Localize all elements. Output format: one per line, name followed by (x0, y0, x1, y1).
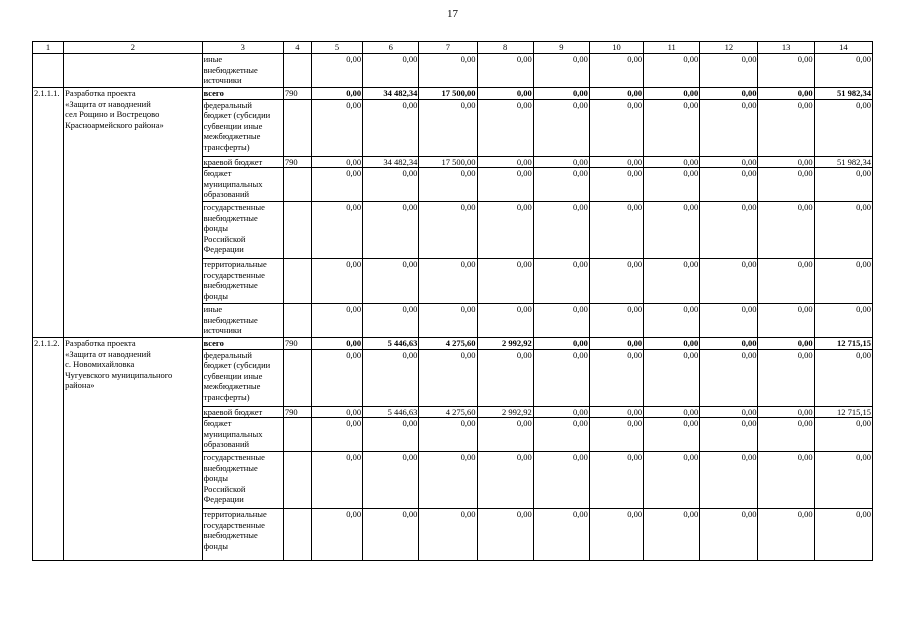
amount-cell: 0,00 (814, 259, 872, 304)
funding-source-line: образований (203, 439, 250, 449)
column-header: 1 (33, 42, 64, 54)
amount-cell: 0,00 (589, 54, 643, 88)
amount-cell: 0,00 (589, 259, 643, 304)
column-header: 3 (202, 42, 283, 54)
amount-cell: 0,00 (477, 202, 533, 259)
amount-cell: 0,00 (363, 99, 419, 156)
amount-cell: 0,00 (477, 452, 533, 509)
funding-source-line: государственные (203, 269, 265, 280)
amount-cell: 0,00 (533, 259, 589, 304)
amount-cell: 0,00 (644, 338, 700, 350)
amount-cell: 0,00 (477, 168, 533, 202)
amount-cell: 0,00 (644, 168, 700, 202)
amount-cell: 0,00 (311, 418, 362, 452)
amount-cell: 0,00 (758, 452, 814, 509)
amount-cell: 0,00 (644, 202, 700, 259)
funding-source (202, 259, 283, 304)
amount-cell: 0,00 (814, 418, 872, 452)
amount-cell: 0,00 (477, 54, 533, 88)
funding-source-line: муниципальных (203, 428, 263, 439)
amount-cell: 0,00 (533, 54, 589, 88)
column-header: 10 (589, 42, 643, 54)
budget-code (283, 349, 311, 406)
amount-cell: 12 715,15 (814, 406, 872, 418)
amount-cell: 0,00 (311, 156, 362, 168)
amount-cell: 0,00 (589, 452, 643, 509)
funding-source-line: трансферты) (203, 141, 250, 152)
amount-cell: 0,00 (700, 509, 758, 561)
amount-cell: 0,00 (814, 509, 872, 561)
column-header: 2 (64, 42, 202, 54)
amount-cell: 0,00 (533, 88, 589, 100)
event-title (64, 338, 202, 561)
amount-cell: 0,00 (758, 99, 814, 156)
funding-source-line: иные (203, 54, 223, 64)
amount-cell: 0,00 (363, 452, 419, 509)
funding-source-line: Федерации (203, 494, 244, 504)
amount-cell: 0,00 (589, 406, 643, 418)
column-header: 12 (700, 42, 758, 54)
amount-cell: 0,00 (589, 304, 643, 338)
amount-cell: 0,00 (419, 54, 477, 88)
amount-cell: 0,00 (700, 99, 758, 156)
amount-cell: 0,00 (533, 452, 589, 509)
amount-cell: 0,00 (533, 349, 589, 406)
funding-source-line: внебюджетные (203, 64, 258, 75)
budget-code: 790 (283, 338, 311, 350)
event-title-line: Разработка проекта (65, 88, 136, 98)
funding-source-line: внебюджетные (203, 530, 258, 540)
amount-cell: 0,00 (814, 202, 872, 259)
page-number: 17 (447, 8, 458, 20)
amount-cell: 0,00 (758, 509, 814, 561)
funding-source-line: Российской (203, 233, 246, 244)
amount-cell: 0,00 (700, 88, 758, 100)
funding-source-line: территориальные (203, 259, 267, 269)
amount-cell: 4 275,60 (419, 338, 477, 350)
funding-source-line: трансферты) (203, 391, 250, 402)
funding-source-line: бюджет (203, 418, 232, 428)
amount-cell: 0,00 (814, 168, 872, 202)
event-title-line: Чугуевского муниципального (65, 369, 173, 380)
funding-source-line: федеральный (203, 349, 252, 360)
budget-code (283, 99, 311, 156)
budget-code (283, 418, 311, 452)
amount-cell: 0,00 (533, 406, 589, 418)
amount-cell: 0,00 (814, 452, 872, 509)
amount-cell: 5 446,63 (363, 406, 419, 418)
amount-cell: 0,00 (363, 349, 419, 406)
amount-cell: 0,00 (700, 259, 758, 304)
table-row (33, 338, 873, 350)
amount-cell: 0,00 (311, 202, 362, 259)
amount-cell: 0,00 (477, 88, 533, 100)
funding-source-line: государственные (203, 519, 265, 530)
funding-source-line: бюджет (203, 168, 232, 178)
amount-cell: 0,00 (311, 54, 362, 88)
amount-cell: 0,00 (477, 509, 533, 561)
budget-code: 790 (283, 406, 311, 418)
amount-cell: 0,00 (758, 156, 814, 168)
funding-source-line: бюджет (субсидии (203, 110, 271, 120)
amount-cell: 0,00 (758, 259, 814, 304)
amount-cell: 0,00 (758, 202, 814, 259)
budget-code (283, 202, 311, 259)
amount-cell: 0,00 (419, 99, 477, 156)
funding-source-line: межбюджетные (203, 381, 261, 391)
amount-cell: 0,00 (533, 99, 589, 156)
amount-cell: 0,00 (644, 88, 700, 100)
funding-source-line: межбюджетные (203, 131, 261, 141)
amount-cell: 0,00 (700, 168, 758, 202)
funding-source (202, 452, 283, 509)
amount-cell: 0,00 (311, 349, 362, 406)
amount-cell: 0,00 (311, 88, 362, 100)
amount-cell: 2 992,92 (477, 406, 533, 418)
amount-cell: 5 446,63 (363, 338, 419, 350)
event-title-line: Красноармейского района» (65, 119, 164, 130)
budget-code (283, 259, 311, 304)
amount-cell: 0,00 (363, 509, 419, 561)
column-header: 5 (311, 42, 362, 54)
column-header: 6 (363, 42, 419, 54)
budget-table (32, 41, 873, 561)
amount-cell: 2 992,92 (477, 338, 533, 350)
amount-cell: 0,00 (311, 259, 362, 304)
funding-source-line: внебюджетные (203, 462, 258, 473)
amount-cell: 0,00 (311, 509, 362, 561)
funding-source-line: источники (203, 75, 242, 85)
funding-source (202, 88, 283, 100)
funding-source-line: внебюджетные (203, 212, 258, 223)
amount-cell: 0,00 (644, 349, 700, 406)
amount-cell: 0,00 (758, 304, 814, 338)
amount-cell: 0,00 (814, 349, 872, 406)
column-header: 4 (283, 42, 311, 54)
column-header: 8 (477, 42, 533, 54)
amount-cell: 0,00 (419, 349, 477, 406)
event-title-line: района» (65, 380, 95, 390)
funding-source (202, 168, 283, 202)
amount-cell: 51 982,34 (814, 88, 872, 100)
row-number: 2.1.1.2. (33, 338, 64, 561)
amount-cell: 0,00 (644, 418, 700, 452)
amount-cell: 0,00 (477, 304, 533, 338)
funding-source-line: внебюджетные (203, 280, 258, 290)
amount-cell: 0,00 (311, 99, 362, 156)
amount-cell: 0,00 (644, 54, 700, 88)
funding-source (202, 54, 283, 88)
amount-cell: 0,00 (758, 406, 814, 418)
amount-cell: 0,00 (533, 304, 589, 338)
amount-cell: 0,00 (533, 338, 589, 350)
amount-cell: 0,00 (419, 452, 477, 509)
amount-cell: 0,00 (533, 509, 589, 561)
amount-cell: 0,00 (363, 168, 419, 202)
amount-cell: 0,00 (758, 168, 814, 202)
amount-cell: 0,00 (419, 509, 477, 561)
funding-source (202, 99, 283, 156)
amount-cell: 0,00 (644, 452, 700, 509)
amount-cell: 0,00 (814, 54, 872, 88)
amount-cell: 0,00 (589, 168, 643, 202)
amount-cell: 0,00 (644, 99, 700, 156)
amount-cell: 0,00 (700, 452, 758, 509)
funding-source (202, 349, 283, 406)
budget-code (283, 304, 311, 338)
amount-cell: 0,00 (311, 304, 362, 338)
amount-cell: 0,00 (814, 99, 872, 156)
amount-cell: 0,00 (311, 338, 362, 350)
event-title-line: «Защита от наводнений (65, 348, 151, 359)
amount-cell: 0,00 (363, 304, 419, 338)
event-title-line: сел Рощино и Вострецово (65, 109, 160, 119)
funding-source-line: внебюджетные (203, 314, 258, 325)
amount-cell: 51 982,34 (814, 156, 872, 168)
amount-cell: 0,00 (363, 418, 419, 452)
budget-code: 790 (283, 156, 311, 168)
column-header: 13 (758, 42, 814, 54)
funding-source-line: государственные (203, 452, 265, 462)
amount-cell: 0,00 (311, 406, 362, 418)
amount-cell: 0,00 (311, 168, 362, 202)
funding-source-line: государственные (203, 202, 265, 212)
amount-cell: 0,00 (644, 304, 700, 338)
amount-cell: 0,00 (758, 349, 814, 406)
amount-cell: 0,00 (589, 418, 643, 452)
funding-source-line: фонды (203, 290, 228, 301)
amount-cell: 0,00 (758, 338, 814, 350)
amount-cell: 0,00 (589, 202, 643, 259)
funding-source-line: бюджет (субсидии (203, 360, 271, 370)
amount-cell: 0,00 (533, 202, 589, 259)
budget-code (283, 509, 311, 561)
funding-source-line: всего (203, 338, 224, 348)
budget-code (283, 452, 311, 509)
column-header: 14 (814, 42, 872, 54)
funding-source (202, 418, 283, 452)
event-title-line: «Защита от наводнений (65, 98, 151, 109)
funding-source-line: муниципальных (203, 178, 263, 189)
amount-cell: 0,00 (589, 338, 643, 350)
budget-code (283, 168, 311, 202)
amount-cell: 0,00 (700, 202, 758, 259)
amount-cell: 0,00 (644, 156, 700, 168)
funding-source-line: фонды (203, 473, 228, 483)
funding-source-line: фонды (203, 223, 228, 233)
row-number (33, 54, 64, 88)
funding-source-line: образований (203, 189, 250, 199)
amount-cell: 0,00 (589, 88, 643, 100)
amount-cell: 17 500,00 (419, 156, 477, 168)
funding-source (202, 304, 283, 338)
amount-cell: 0,00 (700, 304, 758, 338)
amount-cell: 0,00 (419, 418, 477, 452)
amount-cell: 0,00 (363, 202, 419, 259)
amount-cell: 0,00 (700, 406, 758, 418)
amount-cell: 0,00 (589, 509, 643, 561)
funding-source-line: субвенции иные (203, 370, 263, 381)
funding-source-line: Федерации (203, 244, 244, 254)
amount-cell: 0,00 (758, 54, 814, 88)
funding-source (202, 202, 283, 259)
table-row (33, 88, 873, 100)
funding-source-line: источники (203, 325, 242, 335)
amount-cell: 0,00 (533, 418, 589, 452)
amount-cell: 0,00 (644, 259, 700, 304)
amount-cell: 0,00 (477, 156, 533, 168)
amount-cell: 0,00 (363, 54, 419, 88)
amount-cell: 0,00 (477, 418, 533, 452)
amount-cell: 0,00 (533, 168, 589, 202)
funding-source (202, 156, 283, 168)
amount-cell: 4 275,60 (419, 406, 477, 418)
funding-source (202, 406, 283, 418)
event-title (64, 54, 202, 88)
amount-cell: 0,00 (533, 156, 589, 168)
amount-cell: 12 715,15 (814, 338, 872, 350)
row-number: 2.1.1.1. (33, 88, 64, 338)
funding-source (202, 338, 283, 350)
funding-source-line: Российской (203, 483, 246, 494)
amount-cell: 17 500,00 (419, 88, 477, 100)
amount-cell: 0,00 (700, 54, 758, 88)
amount-cell: 0,00 (700, 418, 758, 452)
amount-cell: 0,00 (814, 304, 872, 338)
amount-cell: 0,00 (589, 156, 643, 168)
budget-code: 790 (283, 88, 311, 100)
column-header-row (33, 42, 873, 54)
amount-cell: 0,00 (419, 168, 477, 202)
event-title (64, 88, 202, 338)
amount-cell: 0,00 (758, 88, 814, 100)
budget-code (283, 54, 311, 88)
funding-source (202, 509, 283, 561)
funding-source-line: всего (203, 88, 224, 98)
event-title-line: с. Новомихайловка (65, 359, 135, 369)
amount-cell: 0,00 (644, 406, 700, 418)
amount-cell: 0,00 (419, 259, 477, 304)
amount-cell: 0,00 (758, 418, 814, 452)
table-row (33, 54, 873, 88)
amount-cell: 0,00 (589, 349, 643, 406)
amount-cell: 0,00 (363, 259, 419, 304)
column-header: 7 (419, 42, 477, 54)
amount-cell: 0,00 (477, 259, 533, 304)
column-header: 11 (644, 42, 700, 54)
funding-source-line: иные (203, 304, 223, 314)
funding-source-line: краевой бюджет (203, 406, 263, 417)
amount-cell: 34 482,34 (363, 88, 419, 100)
amount-cell: 0,00 (477, 99, 533, 156)
amount-cell: 0,00 (419, 202, 477, 259)
funding-source-line: территориальные (203, 509, 267, 519)
amount-cell: 34 482,34 (363, 156, 419, 168)
event-title-line: Разработка проекта (65, 338, 136, 348)
amount-cell: 0,00 (477, 349, 533, 406)
funding-source-line: субвенции иные (203, 120, 263, 131)
amount-cell: 0,00 (589, 99, 643, 156)
amount-cell: 0,00 (419, 304, 477, 338)
amount-cell: 0,00 (644, 509, 700, 561)
column-header: 9 (533, 42, 589, 54)
funding-source-line: фонды (203, 540, 228, 551)
funding-source-line: федеральный (203, 99, 252, 110)
amount-cell: 0,00 (700, 349, 758, 406)
table-body (33, 54, 873, 561)
funding-source-line: краевой бюджет (203, 156, 263, 167)
amount-cell: 0,00 (700, 156, 758, 168)
amount-cell: 0,00 (700, 338, 758, 350)
amount-cell: 0,00 (311, 452, 362, 509)
